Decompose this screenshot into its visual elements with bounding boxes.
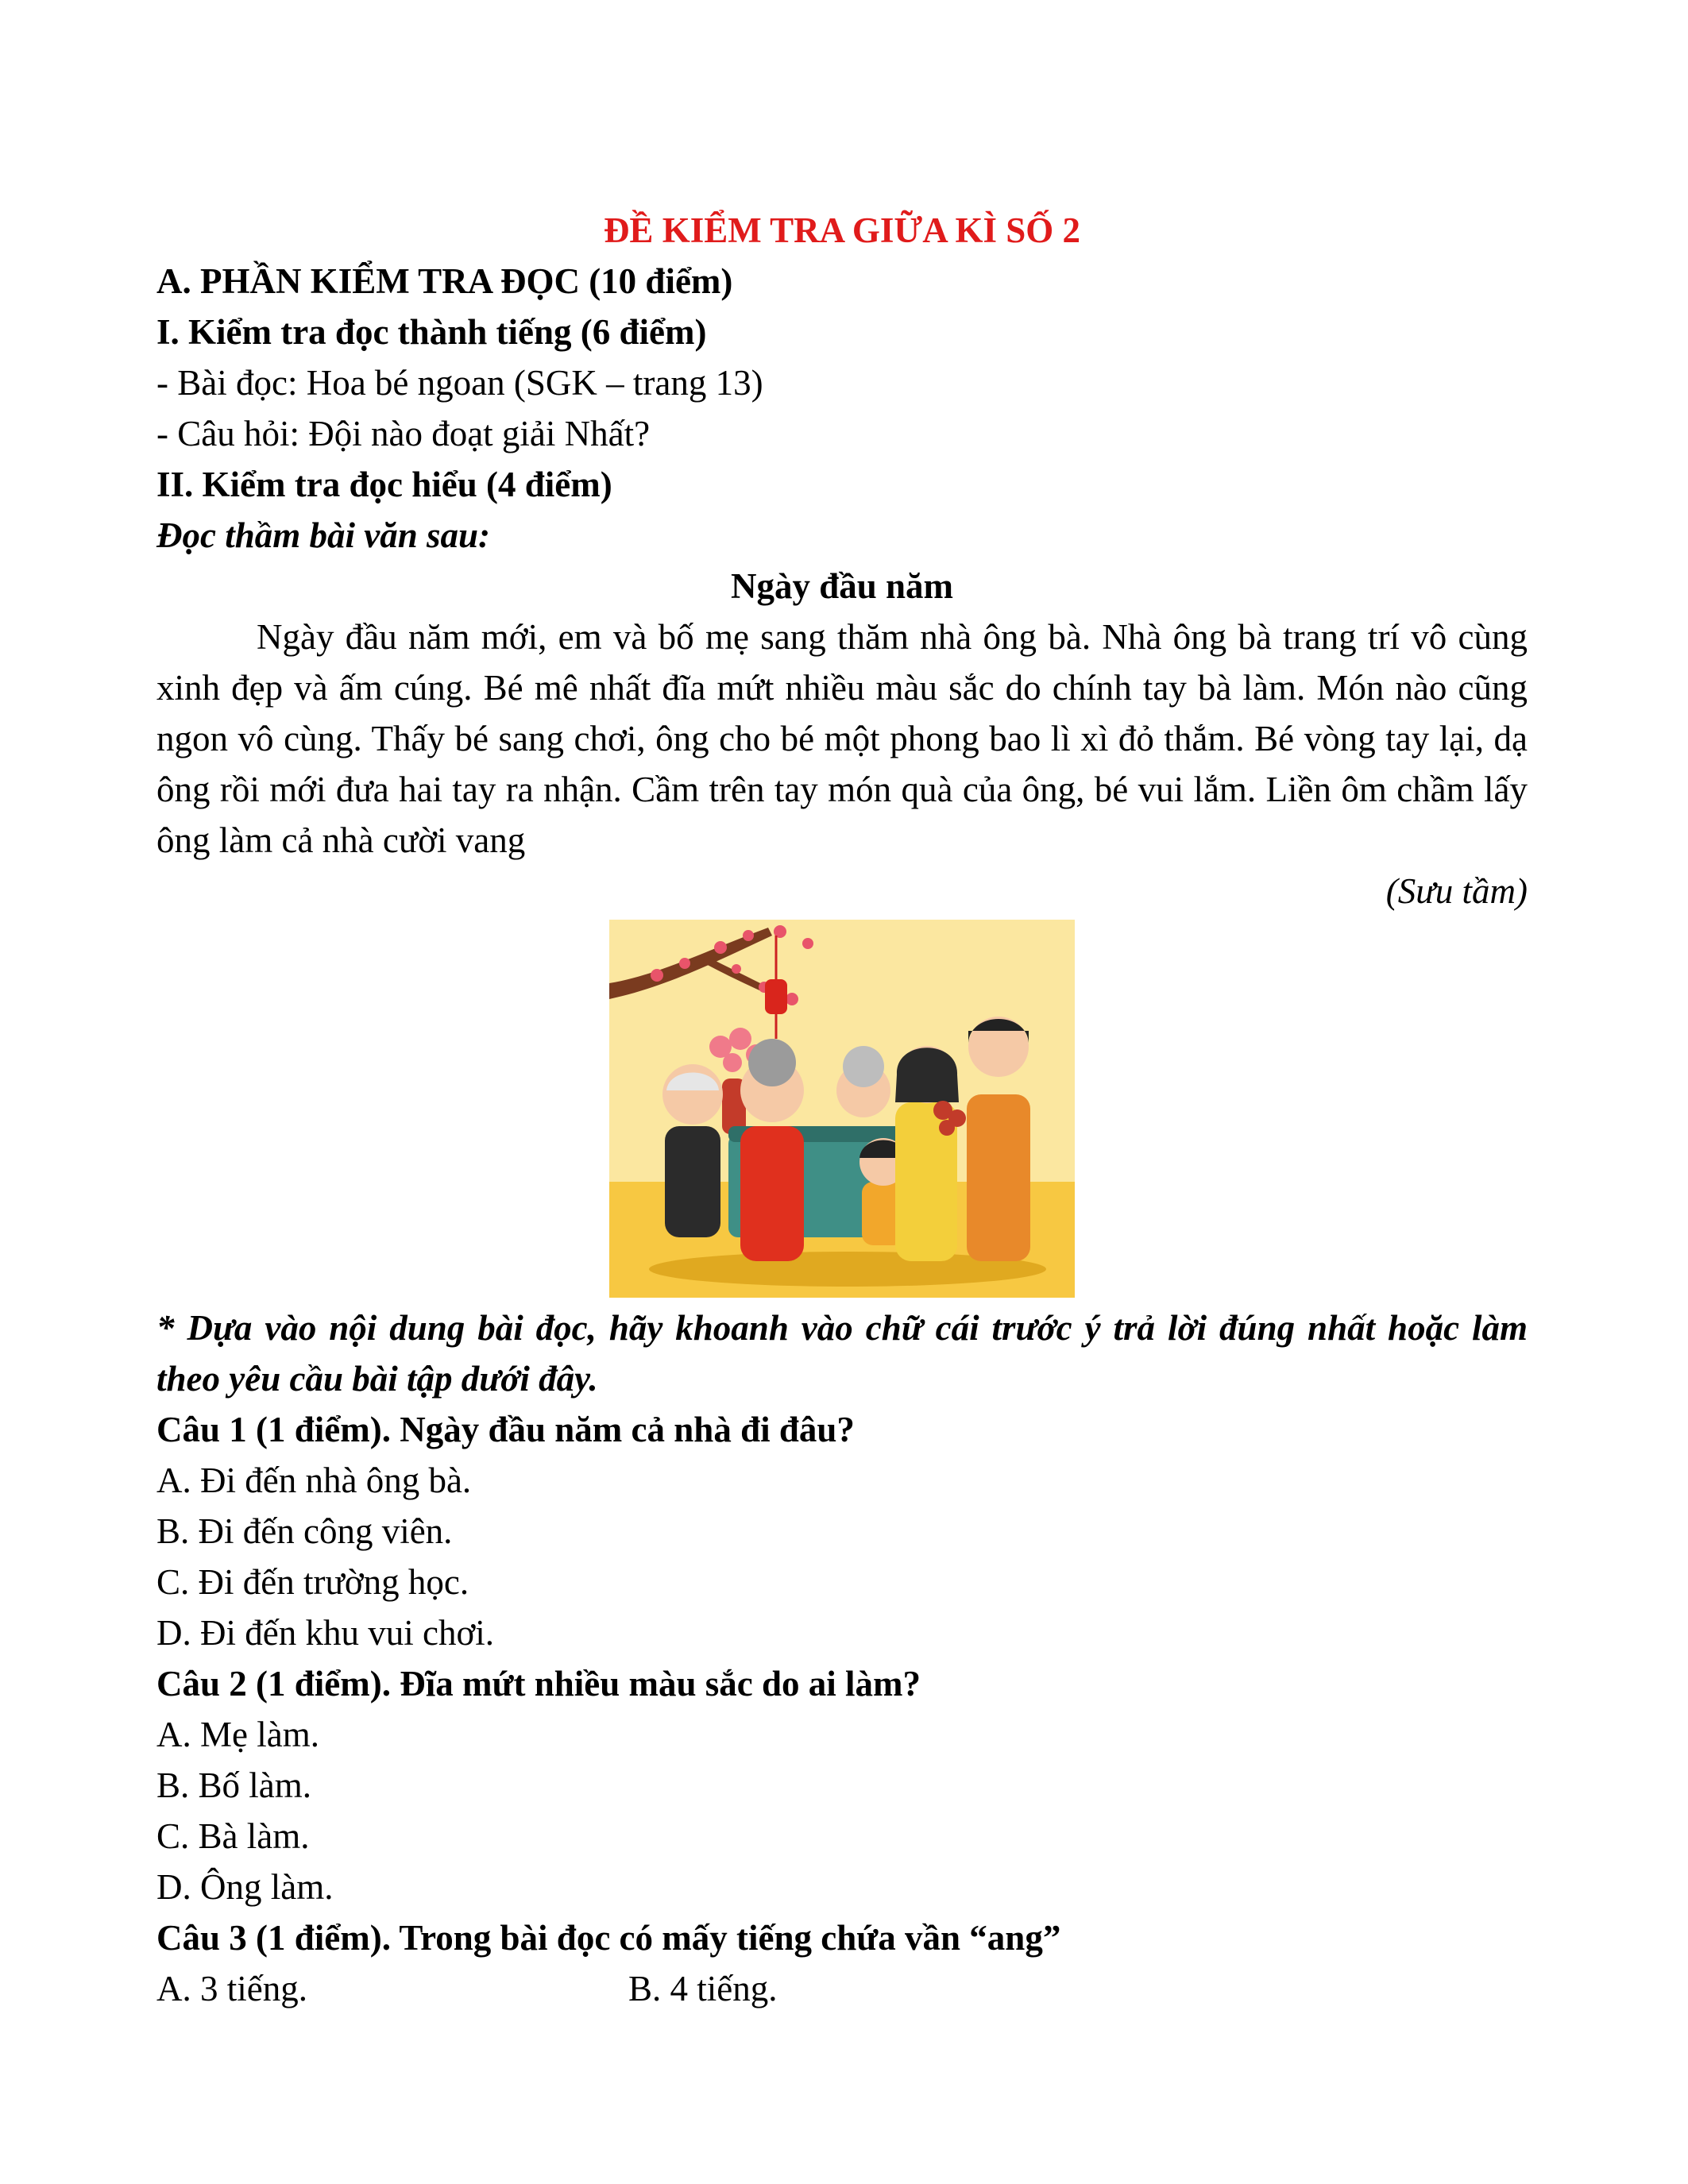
question-1 — [156, 1404, 1528, 1658]
answer-option[interactable]: A. Đi đến nhà ông bà. — [156, 1461, 472, 1500]
answer-option[interactable]: B. 4 tiếng. — [628, 1969, 778, 2008]
passage-source: (Sưu tầm) — [1385, 871, 1528, 911]
answer-options-row — [156, 1963, 1528, 2014]
answer-option[interactable]: A. 3 tiếng. — [156, 1969, 307, 2008]
answer-option[interactable]: C. Đi đến trường học. — [156, 1562, 469, 1602]
answer-option[interactable]: B. Bố làm. — [156, 1765, 312, 1805]
answer-option[interactable]: D. Ông làm. — [156, 1867, 334, 1907]
answer-option[interactable]: B. Đi đến công viên. — [156, 1511, 453, 1551]
family-new-year-illustration-icon — [609, 920, 1075, 1298]
passage-text: Ngày đầu năm mới, em và bố mẹ sang thăm nhà ông bà. Nhà ông bà trang trí vô cùng xinh đẹp và ấm cúng. Bé mê nhất đĩa mứt nhiều màu sắc do chính tay bà làm. Món nào cũng ngon vô cùng. Thấy bé sang chơi, ông cho bé một phong bao lì xì đỏ thắm. Bé vòng tay lại, dạ ông rồi mới đưa hai tay ra nhận. Cầm trên tay món quà của ông, bé vui lắm. Liền ôm chầm lấy ông làm cả nhà cười vang — [156, 617, 1528, 860]
illustration — [156, 920, 1528, 1298]
reading-instruction: Đọc thầm bài văn sau: — [156, 515, 491, 555]
document-body — [156, 205, 1528, 2014]
answer-option[interactable]: A. Mẹ làm. — [156, 1715, 319, 1754]
passage-title: Ngày đầu năm — [730, 566, 954, 606]
answer-instruction: * Dựa vào nội dung bài đọc, hãy khoanh vào chữ cái trước ý trả lời đúng nhất hoặc làm theo yêu cầu bài tập dưới đây. — [156, 1308, 1528, 1399]
answer-option[interactable]: D. Đi đến khu vui chơi. — [156, 1613, 494, 1653]
reading-question: - Câu hỏi: Đội nào đoạt giải Nhất? — [156, 414, 651, 453]
part-1-heading: I. Kiểm tra đọc thành tiếng (6 điểm) — [156, 312, 707, 352]
question-3 — [156, 1912, 1528, 2014]
part-2-heading: II. Kiểm tra đọc hiểu (4 điểm) — [156, 465, 612, 504]
question-prompt: Câu 1 (1 điểm). Ngày đầu năm cả nhà đi đâu? — [156, 1410, 855, 1449]
question-2 — [156, 1658, 1528, 1912]
reading-assignment: - Bài đọc: Hoa bé ngoan (SGK – trang 13) — [156, 363, 763, 403]
question-prompt: Câu 3 (1 điểm). Trong bài đọc có mấy tiếng chứa vần “ang” — [156, 1918, 1061, 1958]
question-prompt: Câu 2 (1 điểm). Đĩa mứt nhiều màu sắc do ai làm? — [156, 1664, 921, 1704]
exam-title: ĐỀ KIỂM TRA GIỮA KÌ SỐ 2 — [603, 210, 1081, 250]
answer-option[interactable]: C. Bà làm. — [156, 1816, 310, 1856]
section-a-heading: A. PHẦN KIỂM TRA ĐỌC (10 điểm) — [156, 261, 733, 301]
